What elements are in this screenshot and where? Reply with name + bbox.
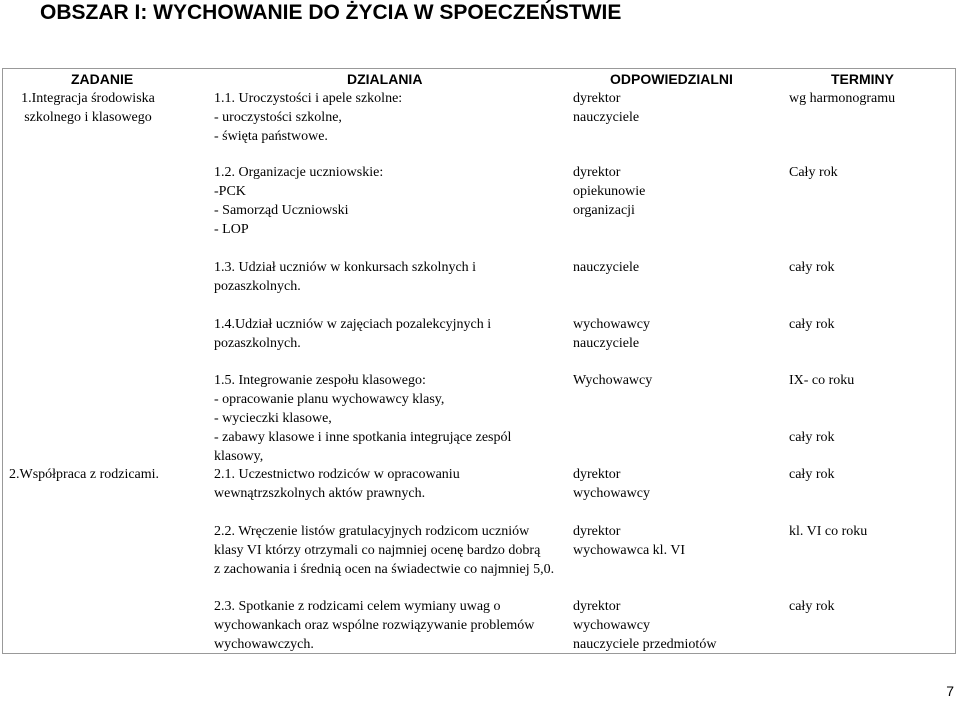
action-2-1: 2.1. Uczestnictwo rodziców w opracowaniu wewnątrzszkolnych aktów prawnych. [214,467,460,501]
responsible-2-2: dyrektor wychowawca kl. VI [573,524,686,558]
deadline-1-4: cały rok [789,317,835,332]
header-task: ZADANIE [71,71,134,87]
deadline-1-5b: cały rok [789,430,835,445]
action-1-3: 1.3. Udział uczniów w konkursach szkolnych i pozaszkolnych. [214,260,477,294]
task-integration: 1.Integracja środowiska szkolnego i klasowego [21,91,155,125]
header-actions: DZIALANIA [347,71,423,87]
action-1-4: 1.4.Udział uczniów w zajęciach pozalekcyjnych i pozaszkolnych. [214,317,492,351]
responsible-2-3: dyrektor wychowawcy nauczyciele przedmiotów [573,599,717,652]
deadline-1-2: Cały rok [789,165,838,180]
header-deadlines: TERMINY [831,71,894,87]
action-2-3: 2.3. Spotkanie z rodzicami celem wymiany uwag o wychowankach oraz wspólne rozwiązywanie problemów wychowawczych. [214,599,535,652]
page-number: 7 [946,683,954,699]
deadline-2-1: cały rok [789,467,835,482]
responsible-1-5: Wychowawcy [573,373,653,388]
action-1-1: 1.1. Uroczystości i apele szkolne: - uroczystości szkolne, - święta państwowe. [214,91,403,144]
responsible-1-4: wychowawcy nauczyciele [573,317,650,351]
page-title: OBSZAR I: WYCHOWANIE DO ŻYCIA W SPOECZEŃSTWIE [40,1,622,24]
deadline-1-5a: IX- co roku [789,373,855,388]
plan-table [2,68,956,654]
action-2-2: 2.2. Wręczenie listów gratulacyjnych rodzicom uczniów klasy VI którzy otrzymali co najmniej ocenę bardzo dobrą z zachowania i średnią ocen na świadectwie co najmniej 5,0. [214,524,555,577]
deadline-1-1: wg harmonogramu [789,91,896,106]
responsible-1-3: nauczyciele [573,260,640,275]
action-1-5: 1.5. Integrowanie zespołu klasowego: - opracowanie planu wychowawcy klasy, - wycieczki klasowe, - zabawy klasowe i inne spotkania integrujące zespól klasowy, [214,373,512,464]
responsible-1-2: dyrektor opiekunowie organizacji [573,165,646,218]
task-parents: 2.Współpraca z rodzicami. [9,467,160,482]
responsible-1-1: dyrektor nauczyciele [573,91,640,125]
responsible-2-1: dyrektor wychowawcy [573,467,650,501]
deadline-2-3: cały rok [789,599,835,614]
action-1-2: 1.2. Organizacje uczniowskie: -PCK - Samorząd Uczniowski - LOP [214,165,384,237]
deadline-2-2: kl. VI co roku [789,524,868,539]
deadline-1-3: cały rok [789,260,835,275]
header-responsible: ODPOWIEDZIALNI [610,71,733,87]
